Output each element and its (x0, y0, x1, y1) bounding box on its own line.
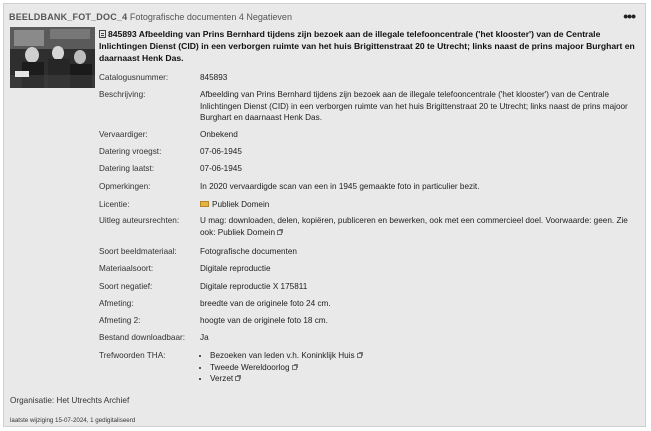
keyword-list (200, 350, 640, 385)
field-value: Fotografische documenten (200, 247, 297, 256)
field-value: breedte van de originele foto 24 cm. (200, 299, 331, 308)
field-value: 07-06-1945 (200, 164, 242, 173)
field-label: Opmerkingen: (99, 182, 151, 191)
keyword-link[interactable]: Tweede Wereldoorlog (210, 362, 290, 372)
photo-thumbnail[interactable] (10, 27, 95, 88)
list-item (210, 350, 640, 362)
field-label: Uitleg auteursrechten: (99, 216, 180, 225)
public-domain-icon (200, 201, 209, 207)
record-card (3, 3, 646, 427)
field-label: Catalogusnummer: (99, 73, 169, 82)
external-link-icon (292, 365, 297, 370)
record-title (99, 28, 639, 64)
photo-image (10, 27, 95, 88)
public-domain-link[interactable]: Publiek Domein (217, 227, 276, 237)
field-label: Soort negatief: (99, 282, 153, 291)
field-label: Bestand downloadbaar: (99, 333, 186, 342)
external-link-icon (357, 353, 362, 358)
collection-description: Fotografische documenten 4 Negatieven (129, 12, 292, 22)
field-value: In 2020 vervaardigde scan van een in 1945 gemaakte foto in particulier bezit. (200, 182, 480, 191)
external-link-icon (277, 230, 282, 235)
field-value: hoogte van de originele foto 18 cm. (200, 316, 328, 325)
list-item (210, 362, 640, 374)
more-dots-icon[interactable]: ••• (623, 8, 635, 24)
field-value: 07-06-1945 (200, 147, 242, 156)
license-value (200, 199, 640, 211)
field-label: Trefwoorden THA: (99, 351, 166, 360)
field-value: Digitale reproductie (200, 264, 271, 273)
field-label: Licentie: (99, 200, 130, 209)
field-label: Datering laatst: (99, 164, 155, 173)
field-value (200, 350, 640, 385)
collection-code: BEELDBANK_FOT_DOC_4 (9, 12, 128, 22)
external-link-icon (235, 376, 240, 381)
field-label: Vervaardiger: (99, 130, 148, 139)
field-value: Afbeelding van Prins Bernhard tijdens zijn bezoek aan de illegale telefooncentrale ('het klooster') van de Centrale Inlichtingen Dienst (CID) in een verborgen ruimte van het huis Brigittenstraat 20 te Utrecht; links naast de prins majoor Burghart en daarnaast Henk Das. (200, 90, 628, 122)
record-number: 845893 (108, 29, 137, 39)
last-modified: laatste wijziging 15-07-2024, 1 gedigitaliseerd (10, 417, 136, 424)
field-label: Soort beeldmateriaal: (99, 247, 177, 256)
field-label: Afmeting 2: (99, 316, 141, 325)
field-label: Afmeting: (99, 299, 134, 308)
organisation: Organisatie: Het Utrechts Archief (10, 396, 130, 405)
field-label: Materiaalsoort: (99, 264, 154, 273)
field-value (200, 215, 640, 238)
record-header (9, 12, 292, 22)
field-value: 845893 (200, 73, 228, 82)
field-label: Beschrijving: (99, 90, 146, 99)
rights-text: U mag: downloaden, delen, kopiëren, publiceren en bewerken, ook met een commercieel doel. Voorwaarde: geen. Zie ook: (200, 216, 628, 237)
field-label: Datering vroegst: (99, 147, 162, 156)
record-title-text: Afbeelding van Prins Bernhard tijdens zijn bezoek aan de illegale telefooncentrale ('het klooster') van de Centrale Inlichtingen Dienst (CID) in een verborgen ruimte van het huis Brigittenstraat 20 te Utrecht; links naast de prins majoor Burghart en daarnaast Henk Das. (99, 29, 635, 63)
keyword-link[interactable]: Verzet (210, 374, 234, 383)
license-link[interactable]: Publiek Domein (212, 200, 270, 209)
field-value: Digitale reproductie X 175811 (200, 282, 308, 291)
field-value: Onbekend (200, 130, 238, 139)
keyword-link[interactable]: Bezoeken van leden v.h. Koninklijk Huis (210, 351, 355, 360)
field-value: Ja (200, 333, 209, 342)
document-icon (99, 30, 106, 38)
list-item (210, 373, 640, 385)
